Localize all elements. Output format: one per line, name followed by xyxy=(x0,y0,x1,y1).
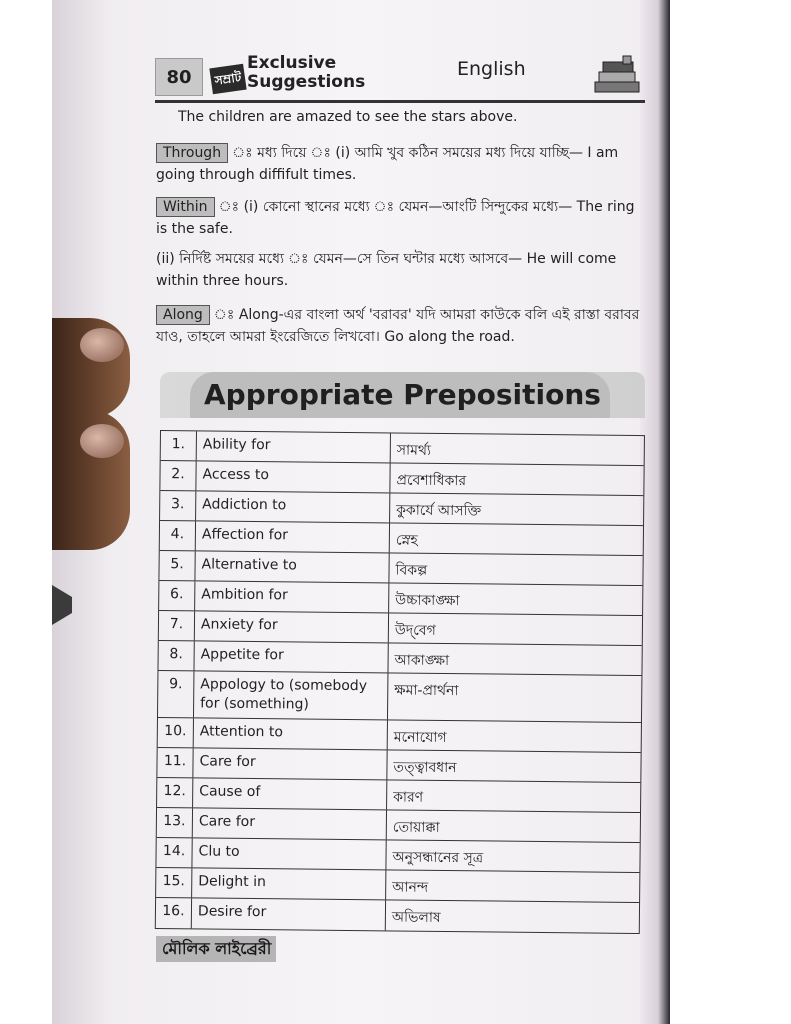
row-number: 13. xyxy=(157,808,193,837)
preposition-phrase: Cause of xyxy=(193,778,387,809)
paragraph-along xyxy=(156,304,646,348)
brand-logo: সম্রাট xyxy=(209,64,246,94)
section-banner xyxy=(160,372,645,418)
subject-title: English xyxy=(457,58,526,80)
paragraph-within-2: (ii) নির্দিষ্ট সময়ের মধ্যে ঃ যেমন—সে তিন ঘন্টার মধ্যে আসবে— He will come within three hours. xyxy=(156,251,617,289)
row-number: 4. xyxy=(160,521,196,550)
paragraph-through xyxy=(156,142,646,186)
brand-line-2: Suggestions xyxy=(247,72,366,92)
page-number: 80 xyxy=(155,58,203,96)
fingernail xyxy=(80,424,124,458)
section-title: Appropriate Prepositions xyxy=(204,378,601,411)
header-divider xyxy=(155,100,645,103)
keyword-tag-within: Within xyxy=(156,197,215,217)
row-number: 10. xyxy=(158,718,194,747)
paragraph-through-text: ঃ মধ্য দিয়ে ঃ (i) আমি খুব কঠিন সময়ের মধ্য দিয়ে যাচ্ছি— I am going through diffifult times. xyxy=(156,145,619,183)
preposition-phrase: Addiction to xyxy=(196,491,390,522)
preposition-phrase: Anxiety for xyxy=(195,611,389,642)
thumb-finger xyxy=(52,318,130,418)
row-number: 1. xyxy=(161,431,197,460)
row-number: 14. xyxy=(156,838,192,867)
bengali-meaning: কারণ xyxy=(393,789,424,806)
row-number: 15. xyxy=(156,868,192,897)
paragraph-along-text: ঃ Along-এর বাংলা অর্থ 'বরাবর' যদি আমরা কাউকে বলি এই রাস্তা বরাবর যাও, তাহলে আমরা ইংরেজিতে লিখবো। Go along the road. xyxy=(156,307,640,345)
brand-title xyxy=(247,54,365,92)
brand-line-1: Exclusive xyxy=(247,53,337,73)
bengali-meaning: মনোযোগ xyxy=(393,729,447,747)
prepositions-table xyxy=(155,430,645,934)
paragraph-within xyxy=(156,196,646,240)
books-icon xyxy=(593,54,645,96)
row-number: 16. xyxy=(156,898,192,928)
preposition-phrase: Desire for xyxy=(192,898,386,930)
page-header xyxy=(155,52,645,104)
row-number: 9. xyxy=(158,671,194,717)
preposition-phrase: Ambition for xyxy=(195,581,389,612)
bengali-meaning: ক্ষমা-প্রার্থনা xyxy=(394,682,459,700)
bengali-meaning: বিকল্প xyxy=(395,562,428,579)
row-number: 2. xyxy=(160,461,196,490)
bengali-meaning: উদ্‌বেগ xyxy=(394,622,436,639)
row-number: 7. xyxy=(159,611,195,640)
row-number: 5. xyxy=(159,551,195,580)
keyword-tag-along: Along xyxy=(156,305,210,325)
bengali-meaning: অভিলাষ xyxy=(391,909,441,926)
preposition-phrase: Affection for xyxy=(196,521,390,552)
bengali-meaning: আকাঙ্ক্ষা xyxy=(394,652,450,670)
bengali-meaning: প্রবেশাধিকার xyxy=(396,472,467,490)
preposition-phrase: Delight in xyxy=(192,868,386,899)
bengali-meaning: অনুসন্ধানের সূত্র xyxy=(392,849,484,867)
paragraph-within-text: ঃ (i) কোনো স্থানের মধ্যে ঃ যেমন—আংটি সিন্দুকের মধ্যে— The ring is the safe. xyxy=(156,199,635,237)
bengali-meaning: তত্ত্বাবধান xyxy=(393,759,457,777)
paragraph-stars: The children are amazed to see the stars above. xyxy=(178,109,518,125)
bengali-meaning: সামর্থ্য xyxy=(396,442,432,459)
table-row xyxy=(158,671,641,723)
row-number: 3. xyxy=(160,491,196,520)
keyword-tag-through: Through xyxy=(156,143,228,163)
index-finger xyxy=(52,410,130,550)
preposition-phrase: Ability for xyxy=(197,431,391,462)
preposition-phrase: Clu to xyxy=(192,838,386,869)
row-number: 8. xyxy=(158,641,194,670)
table-row xyxy=(156,898,639,933)
row-number: 11. xyxy=(157,748,193,777)
preposition-phrase: Care for xyxy=(193,748,387,779)
preposition-phrase: Care for xyxy=(193,808,387,839)
publisher-footer: মৌলিক লাইব্রেরী xyxy=(156,936,276,962)
bengali-meaning: আনন্দ xyxy=(392,879,429,896)
preposition-phrase: Attention to xyxy=(194,718,388,749)
bengali-meaning: উচ্চাকাঙ্ক্ষা xyxy=(395,592,460,610)
bengali-meaning: তোয়াক্কা xyxy=(392,819,440,836)
preposition-phrase: Appology to (somebody for (something) xyxy=(194,671,388,719)
fingernail xyxy=(80,328,124,362)
preposition-phrase: Alternative to xyxy=(195,551,389,582)
row-number: 6. xyxy=(159,581,195,610)
row-number: 12. xyxy=(157,778,193,807)
bengali-meaning: স্নেহ xyxy=(395,532,418,549)
preposition-phrase: Access to xyxy=(196,461,390,492)
preposition-phrase: Appetite for xyxy=(194,641,388,672)
bengali-meaning: কুকার্যে আসক্তি xyxy=(396,502,482,520)
